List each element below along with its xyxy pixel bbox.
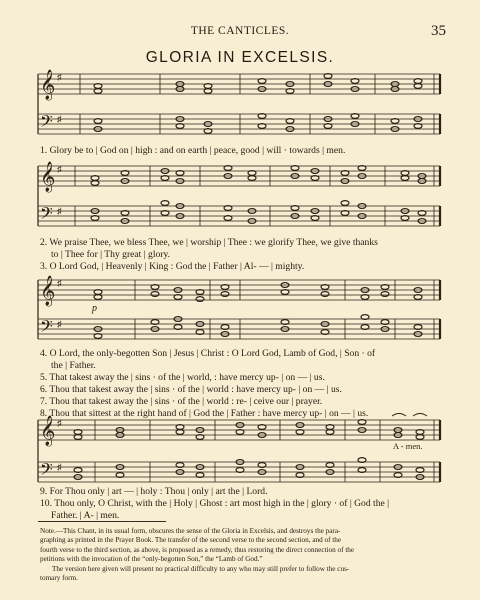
verse-4: 4. O Lord, the only-begotten Son | Jesus | Christ : O Lord God, Lamb of God, | Son · of xyxy=(40,348,376,359)
verse-2-continued: to | Thee for | Thy great | glory. xyxy=(51,249,171,260)
svg-text:♯: ♯ xyxy=(57,114,62,124)
verse-1: 1. Glory be to | God on | high : and on earth | peace, good | will · towards | men. xyxy=(40,145,346,156)
footnote-rule xyxy=(38,521,166,522)
svg-text:♯: ♯ xyxy=(57,206,62,216)
verse-10-continued: Father. | A- | men. xyxy=(51,510,120,521)
svg-text:♯: ♯ xyxy=(57,319,62,329)
svg-text:♯: ♯ xyxy=(57,462,62,472)
svg-text:𝄢: 𝄢 xyxy=(40,111,53,135)
amen-label: A - men. xyxy=(393,441,423,451)
dynamic-piano: p xyxy=(92,303,97,314)
note-line-2: graphing as printed in the Prayer Book. The transfer of the second verse to the second section, and of the xyxy=(40,536,342,545)
note-line-1: Note.—This Chant, in its usual form, obscures the sense of the Gloria in Excelsis, and destroys the para- xyxy=(40,527,341,535)
music-system-2 xyxy=(0,156,480,236)
svg-text:𝄞: 𝄞 xyxy=(40,70,56,100)
verse-5: 5. That takest away the | sins · of the | world, : have mercy up- | on — | us. xyxy=(40,372,325,383)
music-system-3 xyxy=(0,272,480,348)
verse-3: 3. O Lord God, | Heavenly | King : God the | Father | Al- — | mighty. xyxy=(40,261,305,272)
note-line-5: The version here given will present no practical difficulty to any who may still prefer to follow the cus- xyxy=(52,564,350,573)
svg-text:𝄞: 𝄞 xyxy=(40,416,56,446)
svg-text:𝄢: 𝄢 xyxy=(40,459,53,483)
note-line-3: fourth verse to the third section, as above, is proposed as a remedy, thus restoring the direct connection of the xyxy=(40,545,355,554)
svg-text:𝄞: 𝄞 xyxy=(40,276,56,306)
verse-4-continued: the | Father. xyxy=(51,360,96,371)
verse-8: 8. Thou that sittest at the right hand of | God the | Father : have mercy up- | on — | us. xyxy=(40,408,369,419)
footnote xyxy=(40,527,444,583)
verse-10: 10. Thou only, O Christ, with the | Holy | Ghost : art most high in the | glory · of | God the | xyxy=(40,498,390,509)
svg-text:♯: ♯ xyxy=(57,164,62,174)
verse-9: 9. For Thou only | art — | holy : Thou | only | art the | Lord. xyxy=(40,486,268,497)
svg-text:♯: ♯ xyxy=(57,278,62,288)
verse-7: 7. Thou that takest away the | sins · of the | world : re- | ceive our | prayer. xyxy=(40,396,323,407)
music-system-1 xyxy=(0,64,480,144)
page-number: 35 xyxy=(431,23,446,39)
page-title: GLORIA IN EXCELSIS. xyxy=(145,49,335,66)
verse-2: 2. We praise Thee, we bless Thee, we | worship | Thee : we glorify Thee, we give thanks xyxy=(40,237,378,248)
verse-6: 6. Thou that takest away the | sins · of the | world : have mercy up- | on — | us. xyxy=(40,384,342,395)
running-header: THE CANTICLES. xyxy=(190,25,290,37)
svg-text:𝄢: 𝄢 xyxy=(40,316,53,340)
svg-text:♯: ♯ xyxy=(57,72,62,82)
svg-text:♯: ♯ xyxy=(57,418,62,428)
note-line-4: petitions with the invocation of the “only-begotten Son,” the “Lamb of God.” xyxy=(40,555,263,564)
note-line-6: tomary form. xyxy=(40,574,78,583)
svg-text:𝄢: 𝄢 xyxy=(40,203,53,227)
svg-text:𝄞: 𝄞 xyxy=(40,162,56,192)
